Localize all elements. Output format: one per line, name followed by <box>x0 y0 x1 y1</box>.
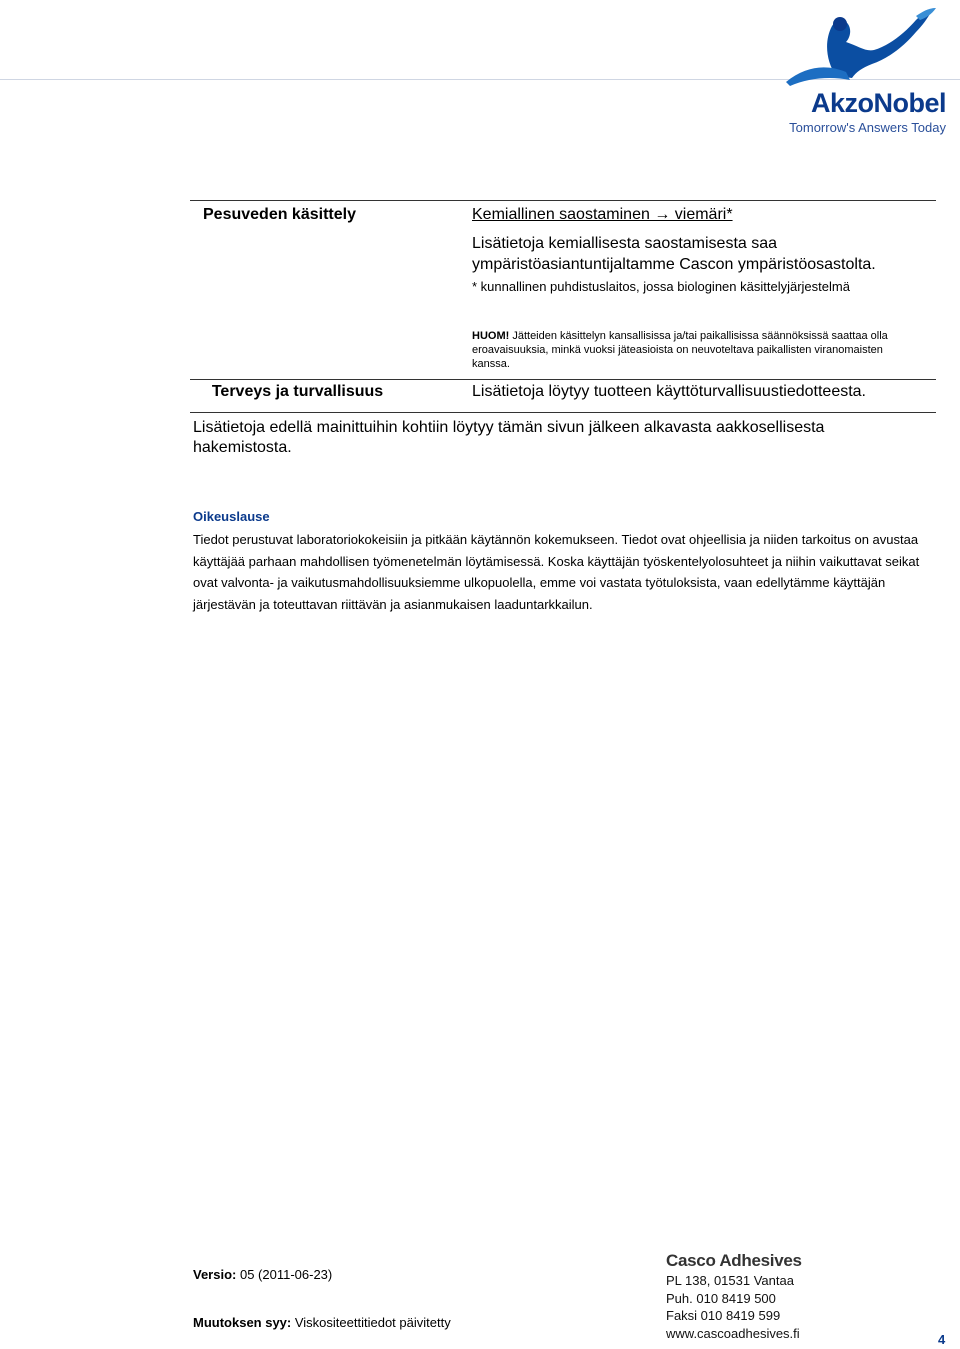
notice-text: Jätteiden käsittelyn kansallisissa ja/tai paikallisissa säännöksissä saattaa olla eroavaisuuksia, minkä vuoksi jäteasioista on neuvoteltava paikallisten viranomaisten kanssa. <box>472 330 888 370</box>
company-name: Casco Adhesives <box>666 1251 802 1270</box>
company-contact <box>666 1272 800 1342</box>
phone-line: Puh. 010 8419 500 <box>666 1290 776 1306</box>
legal-heading: Oikeuslause <box>193 509 270 524</box>
change-reason-line <box>193 1315 451 1330</box>
notice-paragraph <box>472 329 912 371</box>
legal-body: Tiedot perustuvat laboratoriokokeisiin ja pitkään käytännön kokemukseen. Tiedot ovat ohjeellisia ja niiden tarkoitus on avustaa käyttäjää parhaan mahdollisen työmenetelmän löytämisessä. Koska käyttäjän työskentelyolosuhteet ja niihin vaikuttavat seikat ovat valvonta- ja vaikutusmahdollisuuksiemme ulkopuolella, emme voi vastata työtuloksista, vaan edellytämme käyttäjän järjestävän ja toteuttavan riittävän ja asianmukaisen laaduntarkkailun. <box>193 532 920 612</box>
section-divider <box>190 412 936 413</box>
section-heading-pesuvesi: Pesuveden käsittely <box>203 206 356 223</box>
version-line <box>193 1267 332 1282</box>
more-info-text: Lisätietoja edellä mainittuihin kohtiin löytyy tämän sivun jälkeen alkavasta aakkosellisesta hakemistosta. <box>193 419 825 456</box>
footnote-text: * kunnallinen puhdistuslaitos, jossa biologinen käsittelyjärjestelmä <box>472 279 850 294</box>
change-reason-value: Viskositeettitiedot päivitetty <box>291 1315 451 1330</box>
section-divider <box>190 379 936 380</box>
website-link[interactable]: www.cascoadhesives.fi <box>666 1325 800 1341</box>
address-line: PL 138, 01531 Vantaa <box>666 1273 794 1288</box>
treatment-info-text: Lisätietoja kemiallisesta saostamisesta saa ympäristöasiantuntijaltamme Cascon ympäristöosastolta. <box>472 235 876 273</box>
brand-name: AkzoNobel <box>810 88 946 118</box>
version-label: Versio: <box>193 1267 237 1282</box>
page-number: 4 <box>938 1332 946 1347</box>
treatment-method-text: Kemiallinen saostaminen → viemäri* <box>472 206 733 223</box>
version-value: 05 (2011-06-23) <box>236 1267 333 1282</box>
notice-label: HUOM! <box>472 330 510 342</box>
fax-line: Faksi 010 8419 599 <box>666 1308 781 1323</box>
section-heading-terveys: Terveys ja turvallisuus <box>211 383 384 400</box>
section-divider <box>190 200 936 201</box>
change-reason-label: Muutoksen syy: <box>193 1315 292 1330</box>
brand-tagline: Tomorrow's Answers Today <box>789 120 946 135</box>
safety-info-text: Lisätietoja löytyy tuotteen käyttöturvallisuustiedotteesta. <box>472 383 866 400</box>
